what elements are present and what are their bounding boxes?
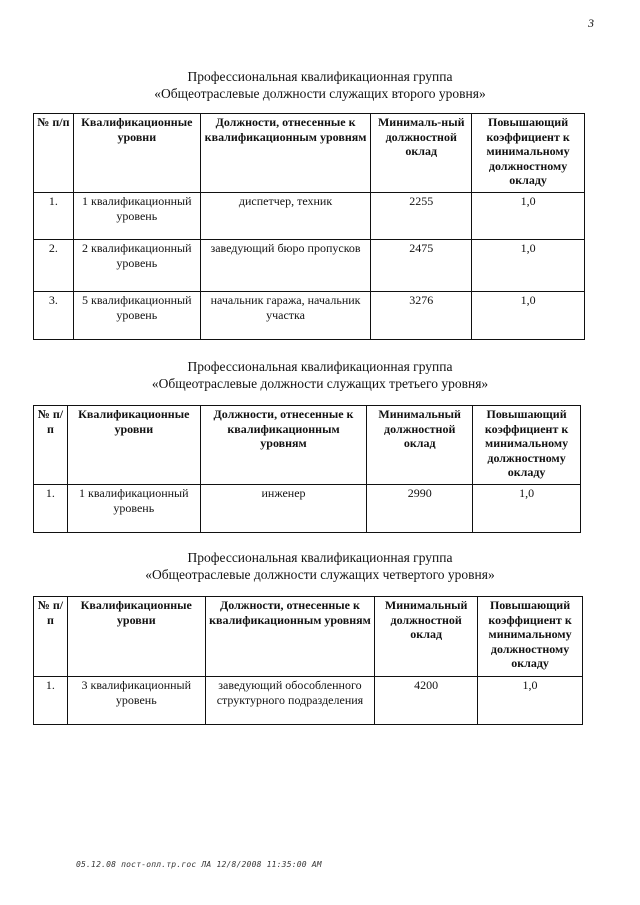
document-footer: 05.12.08 пост-опл.тр.гос ЛА 12/8/2008 11:35:00 АМ xyxy=(76,860,322,869)
cell-positions: заведующий обособленного структурного подразделения xyxy=(205,677,375,725)
salary-table xyxy=(33,596,583,725)
header-coef: Повышающий коэффициент к минимальному должностному окладу xyxy=(472,114,585,193)
table-row xyxy=(34,240,585,292)
header-salary: Минимальный должностной оклад xyxy=(375,597,478,677)
salary-table xyxy=(33,405,581,533)
header-positions: Должности, отнесенные к квалификационным уровням xyxy=(200,406,367,485)
table-header-row xyxy=(34,406,581,485)
cell-level: 1 квалификационный уровень xyxy=(73,193,200,240)
table-row xyxy=(34,485,581,533)
header-num: № п/п xyxy=(34,406,68,485)
section-title-line2: «Общеотраслевые должности служащих третьего уровня» xyxy=(151,376,489,391)
section-title xyxy=(0,549,640,583)
cell-level: 3 квалификационный уровень xyxy=(67,677,205,725)
cell-salary: 2255 xyxy=(371,193,472,240)
header-salary: Минимальный должностной оклад xyxy=(367,406,473,485)
section-title-line1: Профессиональная квалификационная группа xyxy=(187,550,453,565)
section-title xyxy=(0,358,640,392)
cell-positions: диспетчер, техник xyxy=(200,193,371,240)
table-row xyxy=(34,677,583,725)
cell-level: 5 квалификационный уровень xyxy=(73,292,200,340)
cell-level: 1 квалификационный уровень xyxy=(67,485,200,533)
cell-positions: заведующий бюро пропусков xyxy=(200,240,371,292)
cell-coef: 1,0 xyxy=(478,677,583,725)
section-title-line2: «Общеотраслевые должности служащих четвертого уровня» xyxy=(145,567,495,582)
cell-salary: 3276 xyxy=(371,292,472,340)
salary-table xyxy=(33,113,585,340)
header-coef: Повышающий коэффициент к минимальному должностному окладу xyxy=(473,406,581,485)
header-level: Квалификационные уровни xyxy=(73,114,200,193)
header-positions: Должности, отнесенные к квалификационным уровням xyxy=(200,114,371,193)
header-num: № п/п xyxy=(34,597,68,677)
section-title-line1: Профессиональная квалификационная группа xyxy=(187,69,453,84)
table-row xyxy=(34,193,585,240)
cell-positions: инженер xyxy=(200,485,367,533)
cell-coef: 1,0 xyxy=(472,193,585,240)
cell-salary: 4200 xyxy=(375,677,478,725)
cell-num: 2. xyxy=(34,240,74,292)
cell-coef: 1,0 xyxy=(473,485,581,533)
cell-salary: 2475 xyxy=(371,240,472,292)
cell-num: 1. xyxy=(34,485,68,533)
header-salary: Минималь-ный должностной оклад xyxy=(371,114,472,193)
section-title-line1: Профессиональная квалификационная группа xyxy=(187,359,453,374)
header-num: № п/п xyxy=(34,114,74,193)
page-number: 3 xyxy=(588,16,594,30)
cell-level: 2 квалификационный уровень xyxy=(73,240,200,292)
cell-salary: 2990 xyxy=(367,485,473,533)
cell-num: 1. xyxy=(34,677,68,725)
header-level: Квалификационные уровни xyxy=(67,406,200,485)
cell-num: 3. xyxy=(34,292,74,340)
cell-coef: 1,0 xyxy=(472,240,585,292)
cell-positions: начальник гаража, начальник участка xyxy=(200,292,371,340)
header-positions: Должности, отнесенные к квалификационным уровням xyxy=(205,597,375,677)
table-row xyxy=(34,292,585,340)
cell-num: 1. xyxy=(34,193,74,240)
table-header-row xyxy=(34,114,585,193)
table-header-row xyxy=(34,597,583,677)
cell-coef: 1,0 xyxy=(472,292,585,340)
section-title xyxy=(0,68,640,102)
header-level: Квалификационные уровни xyxy=(67,597,205,677)
section-title-line2: «Общеотраслевые должности служащих второго уровня» xyxy=(154,86,486,101)
header-coef: Повышающий коэффициент к минимальному должностному окладу xyxy=(478,597,583,677)
